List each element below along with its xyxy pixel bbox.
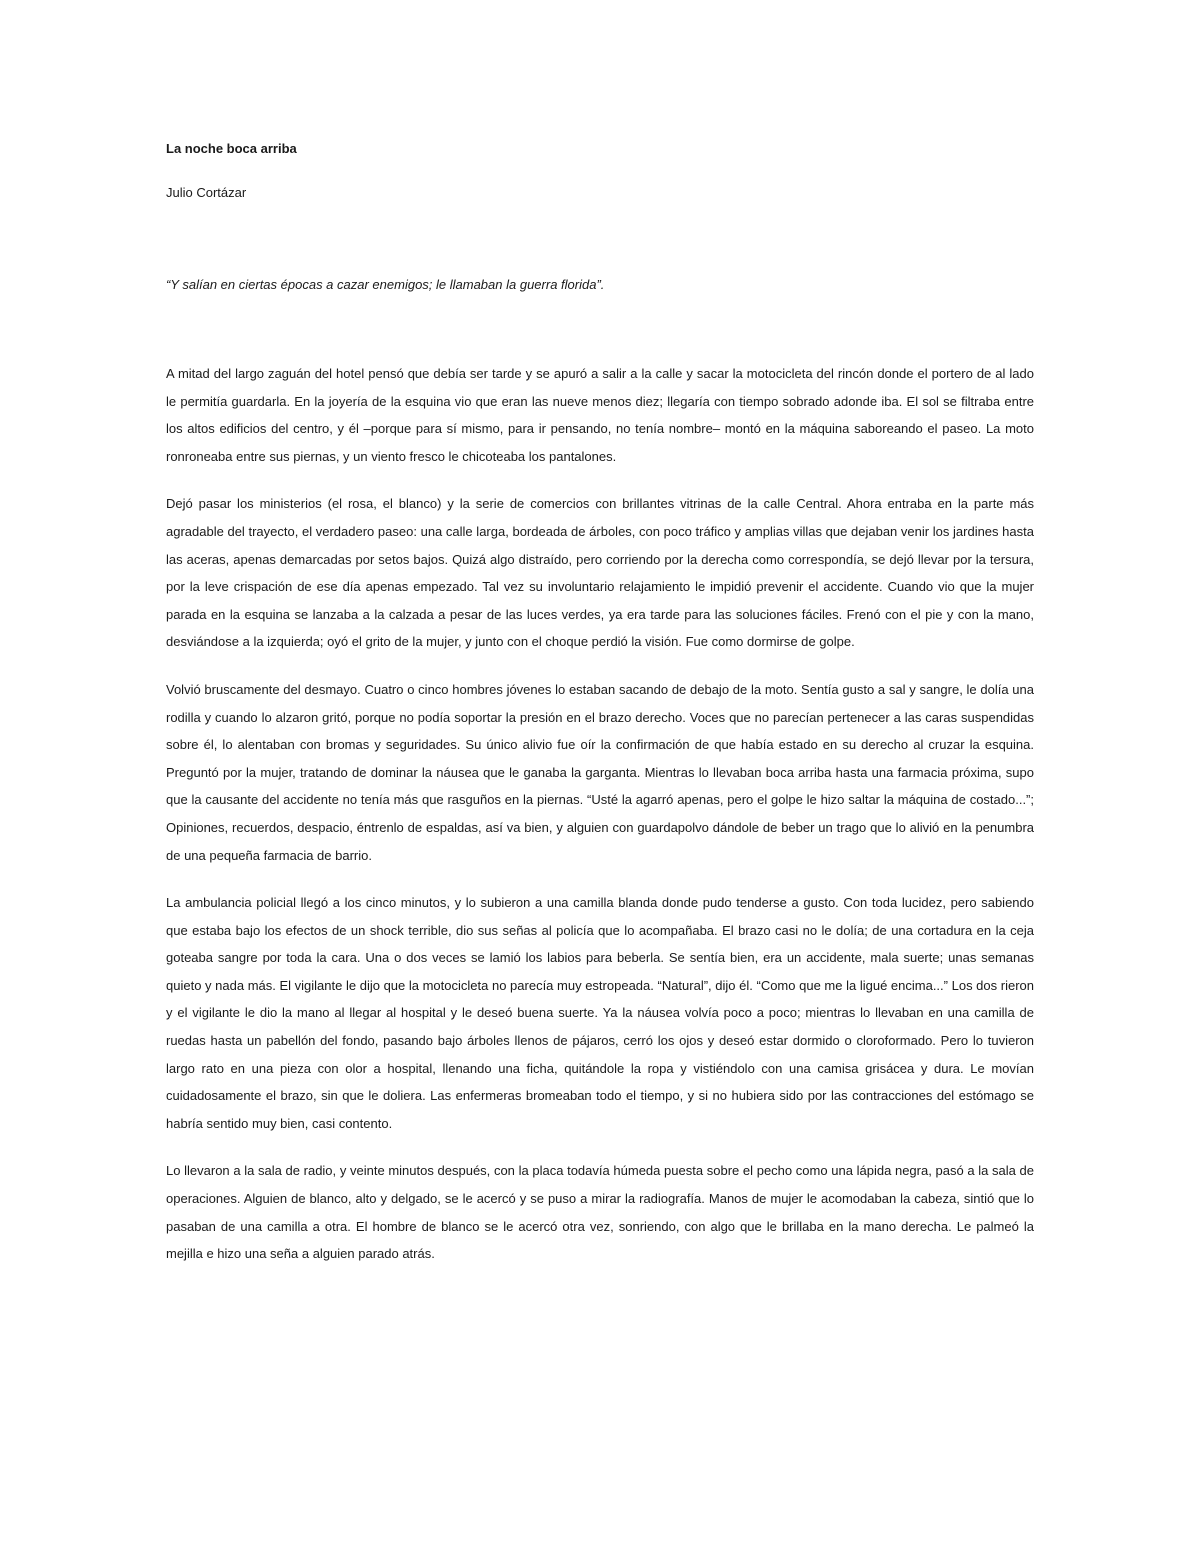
story-body [166,360,1034,1268]
paragraph-5: Lo llevaron a la sala de radio, y veinte minutos después, con la placa todavía húmeda puesta sobre el pecho como una lápida negra, pasó a la sala de operaciones. Alguien de blanco, alto y delgado, se le acercó y se puso a mirar la radiografía. Manos de mujer le acomodaban la cabeza, sintió que lo pasaban de una camilla a otra. El hombre de blanco se le acercó otra vez, sonriendo, con algo que le brillaba en la mano derecha. Le palmeó la mejilla e hizo una seña a alguien parado atrás. [166,1163,1034,1262]
document-author: Julio Cortázar [166,185,247,200]
document-content [166,140,1034,1288]
document-title: La noche boca arriba [166,141,297,156]
epigraph: “Y salían en ciertas épocas a cazar enemigos; le llamaban la guerra florida”. [166,277,605,292]
paragraph-3: Volvió bruscamente del desmayo. Cuatro o cinco hombres jóvenes lo estaban sacando de debajo de la moto. Sentía gusto a sal y sangre, le dolía una rodilla y cuando lo alzaron gritó, porque no podía soportar la presión en el brazo derecho. Voces que no parecían pertenecer a las caras suspendidas sobre él, lo alentaban con bromas y seguridades. Su único alivio fue oír la confirmación de que había estado en su derecho al cruzar la esquina. Preguntó por la mujer, tratando de dominar la náusea que le ganaba la garganta. Mientras lo llevaban boca arriba hasta una farmacia próxima, supo que la causante del accidente no tenía más que rasguños en la piernas. “Usté la agarró apenas, pero el golpe le hizo saltar la máquina de costado...”; Opiniones, recuerdos, despacio, éntrenlo de espaldas, así va bien, y alguien con guardapolvo dándole de beber un trago que lo alivió en la penumbra de una pequeña farmacia de barrio. [166,681,1034,863]
paragraph-4: La ambulancia policial llegó a los cinco minutos, y lo subieron a una camilla blanda donde pudo tenderse a gusto. Con toda lucidez, pero sabiendo que estaba bajo los efectos de un shock terrible, dio sus señas al policía que lo acompañaba. El brazo casi no le dolía; de una cortadura en la ceja goteaba sangre por toda la cara. Una o dos veces se lamió los labios para beberla. Se sentía bien, era un accidente, mala suerte; unas semanas quieto y nada más. El vigilante le dijo que la motocicleta no parecía muy estropeada. “Natural”, dijo él. “Como que me la ligué encima...” Los dos rieron y el vigilante le dio la mano al llegar al hospital y le deseó buena suerte. Ya la náusea volvía poco a poco; mientras lo llevaban en una camilla de ruedas hasta un pabellón del fondo, pasando bajo árboles llenos de pájaros, cerró los ojos y deseó estar dormido o cloroformado. Pero lo tuvieron largo rato en una pieza con olor a hospital, llenando una ficha, quitándole la ropa y vistiéndolo con una camisa grisácea y dura. Le movían cuidadosamente el brazo, sin que le doliera. Las enfermeras bromeaban todo el tiempo, y si no hubiera sido por las contracciones del estómago se habría sentido muy bien, casi contento. [166,895,1034,1131]
paragraph-2: Dejó pasar los ministerios (el rosa, el blanco) y la serie de comercios con brillantes vitrinas de la calle Central. Ahora entraba en la parte más agradable del trayecto, el verdadero paseo: una calle larga, bordeada de árboles, con poco tráfico y amplias villas que dejaban venir los jardines hasta las aceras, apenas demarcadas por setos bajos. Quizá algo distraído, pero corriendo por la derecha como correspondía, se dejó llevar por la tersura, por la leve crispación de ese día apenas empezado. Tal vez su involuntario relajamiento le impidió prevenir el accidente. Cuando vio que la mujer parada en la esquina se lanzaba a la calzada a pesar de las luces verdes, ya era tarde para las soluciones fáciles. Frenó con el pie y con la mano, desviándose a la izquierda; oyó el grito de la mujer, y junto con el choque perdió la visión. Fue como dormirse de golpe. [166,496,1034,650]
paragraph-1: A mitad del largo zaguán del hotel pensó que debía ser tarde y se apuró a salir a la calle y sacar la motocicleta del rincón donde el portero de al lado le permitía guardarla. En la joyería de la esquina vio que eran las nueve menos diez; llegaría con tiempo sobrado adonde iba. El sol se filtraba entre los altos edificios del centro, y él –porque para sí mismo, para ir pensando, no tenía nombre– montó en la máquina saboreando el paseo. La moto ronroneaba entre sus piernas, y un viento fresco le chicoteaba los pantalones. [166,366,1034,464]
